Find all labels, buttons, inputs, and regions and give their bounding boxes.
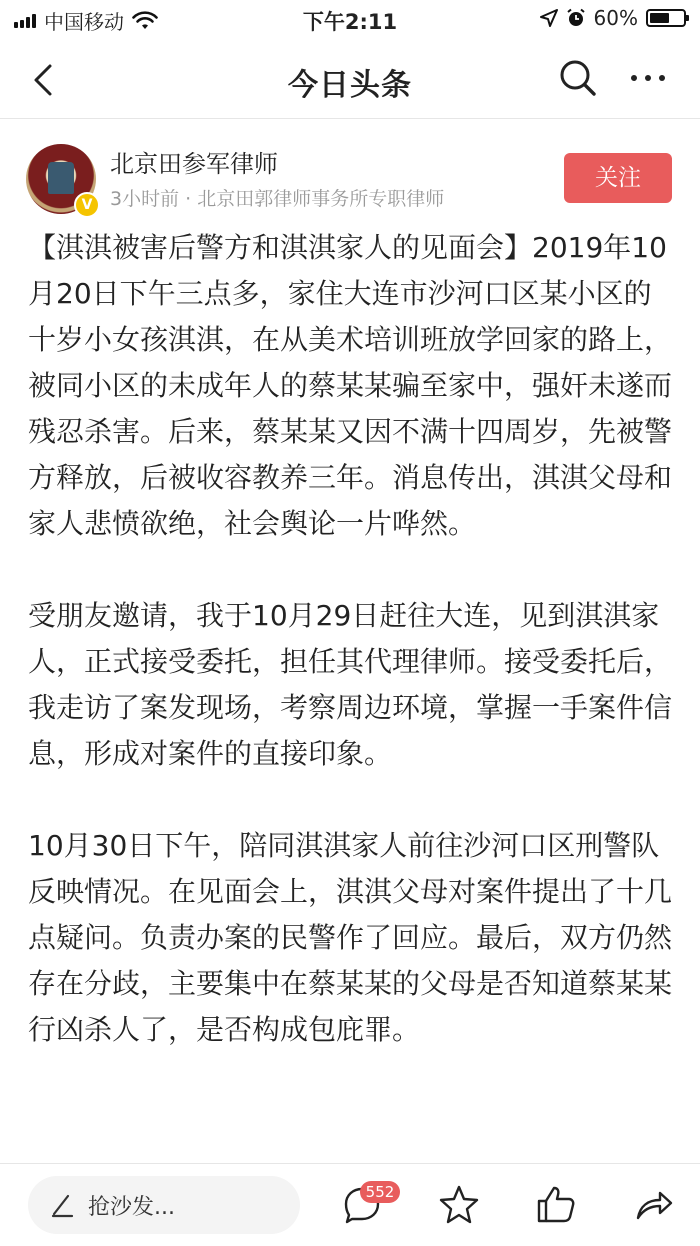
location-icon — [540, 9, 558, 27]
author-name[interactable]: 北京田参军律师 — [110, 150, 278, 178]
comment-input[interactable] — [28, 1176, 300, 1234]
battery-icon — [646, 9, 686, 27]
author-header — [0, 118, 700, 218]
share-icon[interactable] — [632, 1182, 676, 1226]
comment-placeholder: 抢沙发... — [88, 1195, 175, 1220]
status-time: 下午2:11 — [302, 10, 398, 34]
author-meta: 3小时前 · 北京田郭律师事务所专职律师 — [110, 188, 445, 210]
battery-percent: 60% — [593, 6, 638, 30]
carrier-label: 中国移动 — [44, 10, 124, 34]
article-paragraph: 受朋友邀请，我于10月29日赶往大连，见到淇淇家人，正式接受委托，担任其代理律师。接受委托后，我走访了案发现场，考察周边环境，掌握一手案件信息，形成对案件的直接印象。 — [28, 599, 673, 770]
star-icon[interactable] — [437, 1182, 481, 1226]
alarm-icon — [566, 8, 586, 28]
like-icon[interactable] — [534, 1182, 578, 1226]
article-paragraph: 【淇淇被害后警方和淇淇家人的见面会】2019年10月20日下午三点多，家住大连市沙河口区某小区的十岁小女孩淇淇，在从美术培训班放学回家的路上，被同小区的未成年人的蔡某某骗至家中，强奸未遂而残忍杀害。后来，蔡某某又因不满十四周岁，先被警方释放，后被收容教养三年。消息传出，淇淇父母和家人悲愤欲绝，社会舆论一片哗然。 — [28, 231, 673, 540]
more-icon[interactable] — [626, 56, 670, 100]
status-right — [540, 6, 686, 30]
page-title: 今日头条 — [288, 68, 412, 103]
article-paragraph: 10月30日下午，陪同淇淇家人前往沙河口区刑警队反映情况。在见面会上，淇淇父母对案件提出了十几点疑问。负责办案的民警作了回应。最后，双方仍然存在分歧，主要集中在蔡某某的父母是否知道蔡某某行凶杀人了，是否构成包庇罪。 — [28, 829, 673, 1046]
verified-badge: V — [74, 192, 100, 218]
status-bar — [0, 0, 700, 40]
pen-icon — [50, 1192, 76, 1218]
battery-fill — [650, 13, 669, 23]
comment-count-badge: 552 — [360, 1181, 400, 1203]
search-icon[interactable] — [556, 56, 600, 100]
avatar-figure — [48, 162, 74, 194]
bottom-action-bar — [0, 1163, 700, 1246]
nav-bar — [0, 40, 700, 119]
follow-button[interactable]: 关注 — [564, 153, 672, 203]
article-body — [28, 225, 676, 1053]
